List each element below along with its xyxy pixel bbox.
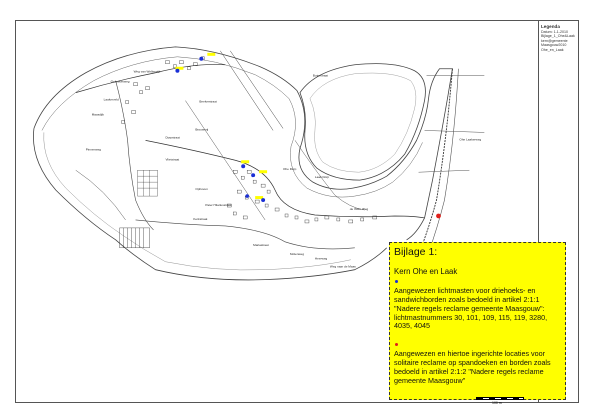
road-east-2	[425, 130, 485, 132]
lamp-post-marker	[241, 164, 245, 168]
road-center	[146, 140, 425, 218]
lamp-post-marker	[175, 69, 179, 73]
road-north-ne2	[230, 51, 283, 129]
map-label: Groeskesweg	[110, 79, 130, 84]
buildings-north	[122, 57, 205, 124]
map-label: Dorpstraat	[165, 135, 180, 140]
map-label: Ophoven	[195, 187, 208, 192]
lake-inner	[310, 73, 416, 172]
legend-title: Legenda	[541, 24, 560, 29]
bijlage-paragraph-billboards: Aangewezen en hiertoe ingerichte locaties voor solitaire reclame op spandoeken en borden zoals bedoeld in artikel 2:1:2 "Nadere regels reclame gemeente Maasgouw"	[394, 349, 551, 385]
lamp-post-marker	[199, 57, 203, 61]
south-bank-inner	[44, 132, 351, 270]
river-bank-outline	[34, 47, 453, 240]
housing-grid	[138, 170, 158, 196]
lamp-post-marker	[245, 194, 249, 198]
map-label: Laak Dorp	[314, 175, 330, 180]
river-bank-inner	[42, 57, 423, 197]
road-village-west	[116, 81, 154, 230]
legend-line: kern@gemeente	[541, 38, 568, 43]
lamp-post-marker	[261, 198, 265, 202]
bijlage-title: Bijlage 1:	[394, 246, 438, 258]
scale-bar	[476, 397, 524, 400]
map-label: Heerweg	[314, 256, 328, 261]
legend-line: Ohe_en_Laak	[541, 47, 564, 52]
billboard-location-marker	[436, 214, 441, 219]
highway-east	[425, 69, 459, 264]
road-southwest	[76, 170, 126, 220]
lake-outline	[300, 64, 425, 181]
map-label: Maasdijk	[91, 112, 104, 117]
map-label: Ohe Laakerweg	[459, 137, 482, 142]
bijlage-kern: Kern Ohe en Laak	[394, 266, 458, 276]
bijlage-paragraph-lamp-posts: Aangewezen lichtmasten voor driehoeks- en sandwichborden zoals bedoeld in artikel 2:1:1 "Nadere regels reclame gemeente Maasgouw": lichtmastnummers 30, 101, 109, 115, 119, 3280, 4035, 4045	[394, 286, 548, 331]
map-label: Pinnenweg	[85, 147, 101, 152]
legend-line: Bijlage_1_Ohe&Laak	[541, 34, 575, 39]
scale-label: 100 m	[492, 401, 502, 405]
map-label: Weg van Wellerwijk	[133, 69, 161, 74]
blue-dot-symbol	[394, 278, 561, 287]
map-label: Weg naar de Maas	[329, 264, 356, 269]
road-north-ne	[220, 51, 273, 131]
map-label: Mariastraat	[253, 242, 269, 247]
road-south	[136, 220, 355, 249]
legend-line: Maasgouw2010	[541, 43, 567, 48]
map-label: Laakerveld	[103, 97, 119, 102]
lamp-post-marker	[251, 173, 255, 177]
map-label: Brouwerij	[195, 127, 209, 132]
legend-line: Datum: 1-1-2010	[541, 29, 568, 34]
map-label: de Witte Weg	[349, 207, 369, 212]
marina	[120, 228, 150, 248]
map-label: Ohe Dorp	[283, 167, 297, 172]
railway-line	[417, 69, 453, 260]
map-label: Boterstraat	[312, 73, 329, 78]
map-label: Molenweg	[290, 251, 305, 256]
lamp-post-markers	[175, 57, 265, 202]
map-label: Kerkstraat	[193, 216, 208, 221]
map-label: Beekerstraat	[199, 99, 217, 104]
map-label: Pater Hilariusstraat	[205, 203, 232, 208]
road-east-3	[419, 170, 470, 172]
map-sheet	[15, 20, 579, 403]
map-label: Vlietstraat	[165, 157, 180, 162]
red-dot-symbol	[394, 341, 561, 350]
bijlage-panel	[389, 242, 566, 400]
